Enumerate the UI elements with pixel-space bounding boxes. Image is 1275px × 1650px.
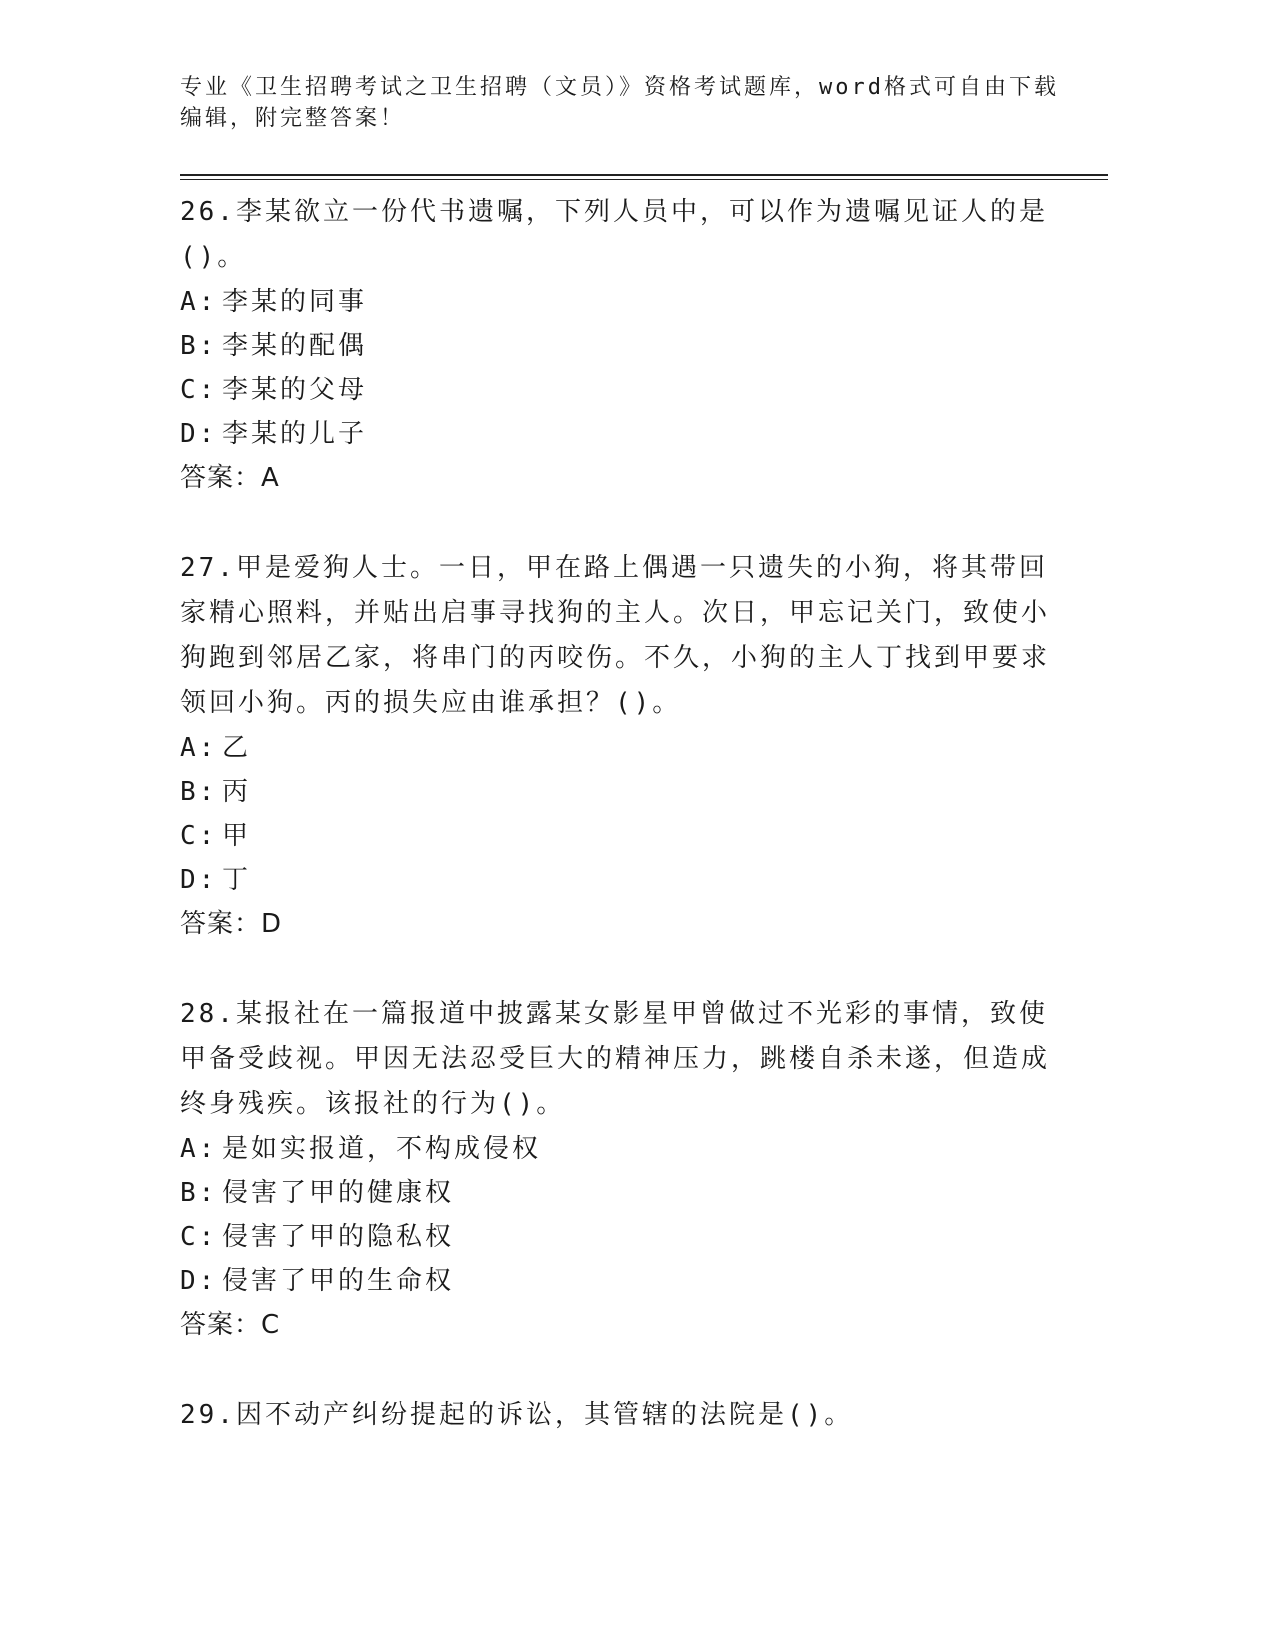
option-d: [180, 858, 1060, 902]
answer-line: 答案：C: [180, 1310, 281, 1340]
option-key: B:: [180, 777, 218, 807]
header-divider-thin: [180, 179, 1108, 180]
option-b: [180, 1171, 1060, 1215]
option-text: 侵害了甲的健康权: [222, 1178, 455, 1208]
option-a: [180, 280, 1060, 324]
option-key: C:: [180, 375, 218, 405]
question-stem: 28.某报社在一篇报道中披露某女影星甲曾做过不光彩的事情，致使甲备受歧视。甲因无法忍受巨大的精神压力，跳楼自杀未遂，但造成终身残疾。该报社的行为()。: [180, 999, 1051, 1119]
option-key: C:: [180, 821, 218, 851]
question-27: [180, 546, 1060, 946]
question-list: [180, 190, 1060, 1484]
option-text: 李某的儿子: [222, 419, 368, 449]
question-26: [180, 190, 1060, 500]
option-a: [180, 1127, 1060, 1171]
option-key: C:: [180, 1222, 218, 1252]
document-header: 专业《卫生招聘考试之卫生招聘（文员）》资格考试题库，word格式可自由下载编辑，附完整答案！: [180, 75, 1059, 131]
option-text: 李某的父母: [222, 375, 368, 405]
option-text: 侵害了甲的生命权: [222, 1266, 455, 1296]
option-a: [180, 726, 1060, 770]
answer-line: 答案：A: [180, 463, 280, 493]
option-c: [180, 368, 1060, 412]
question-stem: 26.李某欲立一份代书遗嘱，下列人员中，可以作为遗嘱见证人的是()。: [180, 197, 1048, 272]
option-text: 李某的同事: [222, 287, 368, 317]
option-text: 甲: [222, 821, 252, 851]
header-divider-thick: [180, 174, 1108, 176]
question-29: [180, 1393, 1060, 1438]
option-key: A:: [180, 1134, 218, 1164]
option-text: 丙: [222, 777, 252, 807]
option-b: [180, 770, 1060, 814]
option-text: 侵害了甲的隐私权: [222, 1222, 455, 1252]
option-key: D:: [180, 419, 218, 449]
question-28: [180, 992, 1060, 1347]
option-d: [180, 412, 1060, 456]
option-text: 李某的配偶: [222, 331, 368, 361]
option-key: B:: [180, 1178, 218, 1208]
option-key: B:: [180, 331, 218, 361]
option-key: A:: [180, 287, 218, 317]
option-b: [180, 324, 1060, 368]
option-key: A:: [180, 733, 218, 763]
option-text: 乙: [222, 733, 252, 763]
option-c: [180, 814, 1060, 858]
answer-line: 答案：D: [180, 909, 283, 939]
option-d: [180, 1259, 1060, 1303]
option-key: D:: [180, 1266, 218, 1296]
option-c: [180, 1215, 1060, 1259]
question-stem: 27.甲是爱狗人士。一日，甲在路上偶遇一只遗失的小狗，将其带回家精心照料，并贴出启事寻找狗的主人。次日，甲忘记关门，致使小狗跑到邻居乙家，将串门的丙咬伤。不久，小狗的主人丁找到甲要求领回小狗。丙的损失应由谁承担？()。: [180, 553, 1051, 718]
option-text: 是如实报道，不构成侵权: [222, 1134, 542, 1164]
option-key: D:: [180, 865, 218, 895]
option-text: 丁: [222, 865, 252, 895]
question-stem: 29.因不动产纠纷提起的诉讼，其管辖的法院是()。: [180, 1400, 854, 1430]
